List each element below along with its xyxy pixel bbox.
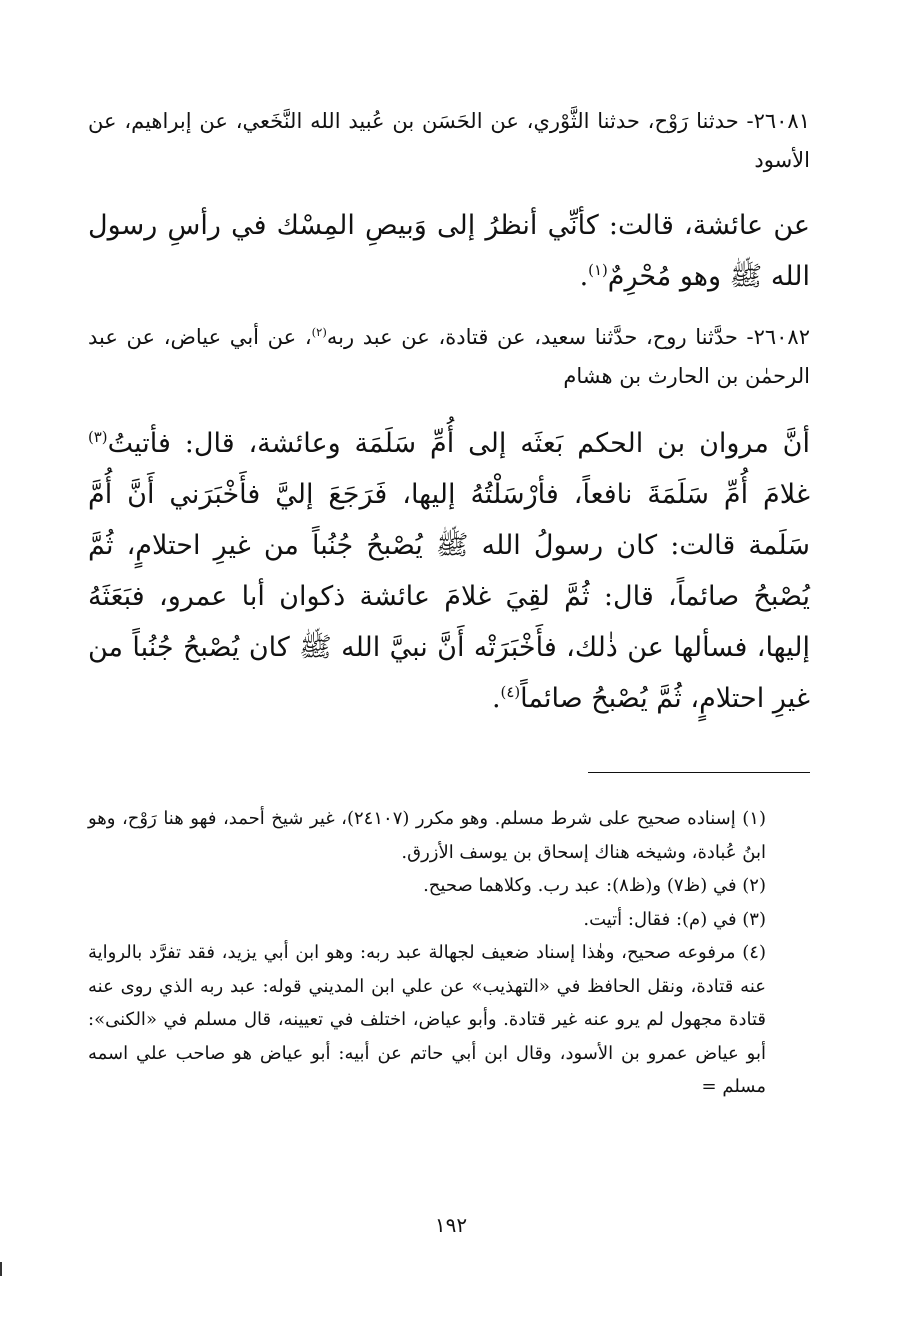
hadith-26082-isnad (88, 318, 810, 396)
footnote-3: (٣) في (م): فقال: أتيت. (583, 908, 766, 930)
hadith-26082-chain-text: ٢٦٠٨٢- حدَّثنا روح، حدَّثنا سعيد، عن قتادة، عن عبد ربه (326, 325, 810, 349)
footnote-ref-4: (٤) (500, 683, 521, 701)
footnote-2: (٢) في (ظ٧) و(ظ٨): عبد رب. وكلاهما صحيح. (423, 875, 766, 896)
hadith-26082-matn-end: . (491, 683, 501, 714)
footnotes-section (88, 802, 810, 1104)
hadith-26081-matn-end: . (579, 261, 589, 292)
hadith-26082-chain-rest: ، عن أبي عياض، عن عبد الرحمٰن بن الحارث بن هشام (88, 325, 810, 388)
footnote-1: (١) إسناده صحيح على شرط مسلم. وهو مكرر (٢٤١٠٧)، غير شيخ أحمد، فهو هنا رَوْح، وهو ابنُ عُبادة، وشيخه هناك إسحاق بن يوسف الأزرق. (88, 808, 766, 863)
footnote-ref-3: (٣) (88, 428, 108, 446)
hadith-26081-matn (88, 200, 810, 302)
footnote-ref-2: (٢) (311, 325, 327, 339)
footnote-separator-rule (588, 772, 810, 773)
hadith-26082-matn-part2: غلامَ أُمِّ سَلَمَةَ نافعاً، فأرْسَلْتُهُ إليها، فَرَجَعَ إليَّ فأَخْبَرَني أَنَّ أُمَّ سَلَمة قالت: كان رسولُ الله ﷺ يُصْبحُ جُنُباً من غيرِ احتلامٍ، ثُمَّ يُصْبحُ صائماً، قال: ثُمَّ لقِيَ غلامَ عائشة ذكوان أبا عمرو، فبَعَثَهُ إليها، فسألها عن ذٰلك، فأَخْبَرَتْه أَنَّ نبيَّ الله ﷺ كان يُصْبحُ جُنُباً من غيرِ احتلامٍ، ثُمَّ يُصْبحُ صائماً (88, 479, 810, 714)
hadith-26082-matn-part1: أنَّ مروان بن الحكم بَعثَه إلى أُمِّ سَلَمَة وعائشة، قال: فأتيتُ (107, 428, 810, 459)
hadith-26082-matn (88, 418, 810, 724)
scan-edge-mark (0, 1262, 2, 1276)
hadith-26081-chain-text: ٢٦٠٨١- حدثنا رَوْح، حدثنا الثَّوْري، عن الحَسَن بن عُبيد الله النَّخَعي، عن إبراهيم، عن الأسود (88, 109, 810, 172)
footnote-4: (٤) مرفوعه صحيح، وهٰذا إسناد ضعيف لجهالة عبد ربه: وهو ابن أبي يزيد، فقد تفرَّد بالرواية عنه قتادة، ونقل الحافظ في «التهذيب» عن علي ابن المديني قوله: عبد ربه الذي روى عنه قتادة مجهول لم يرو عنه غير قتادة. وأبو عياض، اختلف في تعيينه، قال مسلم في «الكنى»: أبو عياض عمرو بن الأسود، وقال ابن أبي حاتم عن أبيه: أبو عياض هو صاحب علي اسمه مسلم = (88, 942, 766, 1097)
footnote-ref-1: (١) (588, 261, 608, 279)
hadith-26081-matn-text: عن عائشة، قالت: كأنِّي أنظرُ إلى وَبيصِ المِسْك في رأسِ رسول الله ﷺ وهو مُحْرِمٌ (88, 210, 810, 292)
hadith-26081-isnad (88, 102, 810, 180)
page-number: ١٩٢ (434, 1213, 468, 1237)
